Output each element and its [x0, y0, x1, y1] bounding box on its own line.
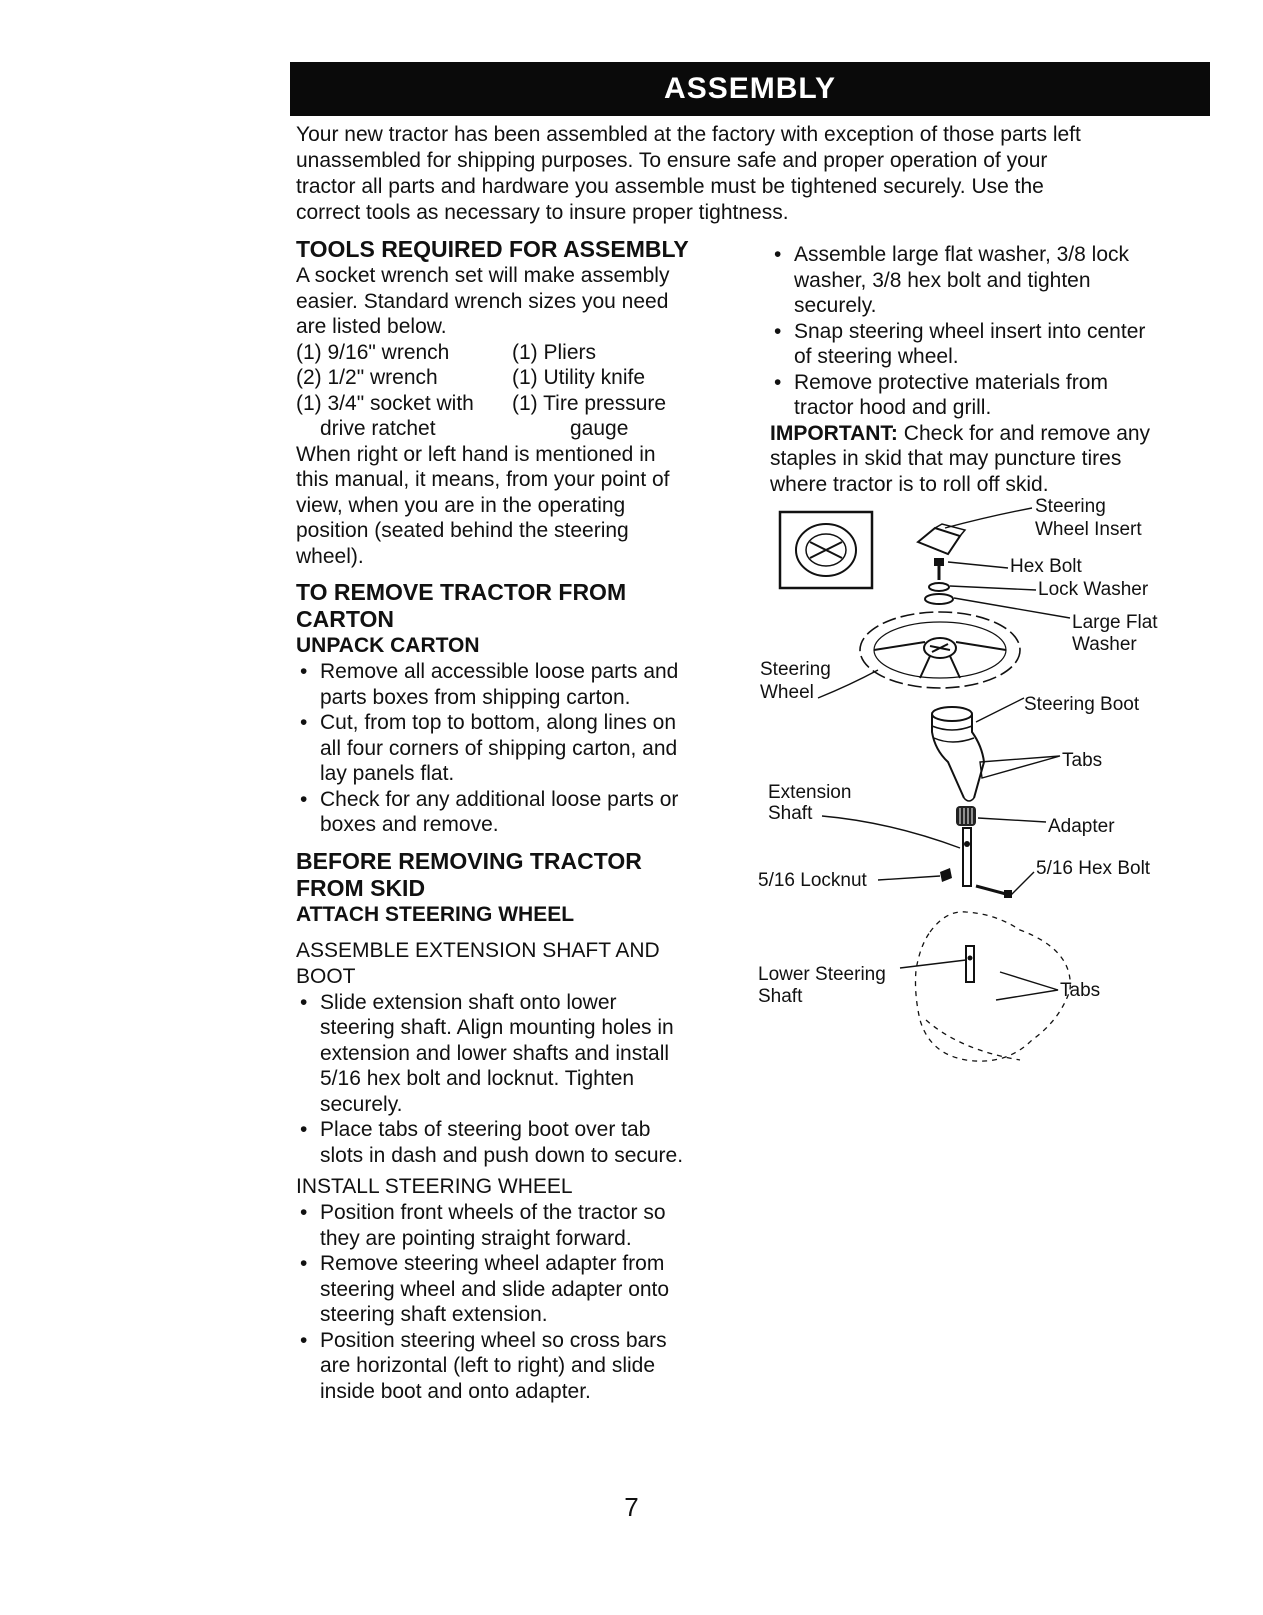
tools-list: (1) 9/16" wrench (1) Pliers (2) 1/2" wrench (1) Utility knife (1) 3/4" socket with (1) Tire pressure drive ratchet gauge	[296, 340, 667, 440]
label-adapter: Adapter	[1048, 816, 1115, 837]
label-steering-wheel: Steering	[760, 659, 831, 680]
label-steering-boot: Steering Boot	[1024, 694, 1140, 715]
hex-bolt-516-icon	[976, 886, 1012, 898]
label-extension-shaft: Extension	[768, 782, 852, 803]
list-item: • Remove protective materials from tractor hood and grill.	[770, 370, 1220, 421]
extension-shaft-icon	[963, 828, 971, 886]
list-item: • Cut, from top to bottom, along lines on all four corners of shipping carton, and lay panels flat.	[296, 710, 746, 787]
steering-assembly-diagram	[758, 496, 1210, 1120]
hand-note: When right or left hand is mentioned in this manual, it means, from your point of view, when you are in the operating position (seated behind the steering wheel).	[296, 442, 670, 568]
extension-steps	[296, 990, 746, 1169]
label-tabs-bottom: Tabs	[1060, 980, 1101, 1001]
intro-paragraph: Your new tractor has been assembled at the factory with exception of those parts left unassembled for shipping purposes. To ensure safe and proper operation of your tractor all parts and hardware you assemble must be tightened securely. Use the correct tools as necessary to insure proper tightness.	[296, 123, 1081, 224]
label-steering-wheel-insert: Steering	[1035, 496, 1106, 517]
left-column	[296, 236, 746, 1404]
page-title: ASSEMBLY	[664, 72, 836, 105]
svg-text:Shaft: Shaft	[768, 803, 813, 824]
attach-wheel-heading: ATTACH STEERING WHEEL	[296, 902, 575, 926]
tools-description: A socket wrench set will make assembly easier. Standard wrench sizes you need are listed below.	[296, 264, 670, 338]
steering-wheel-inset-icon	[780, 512, 872, 588]
steering-boot-icon	[932, 707, 984, 801]
steering-wheel-insert-icon	[918, 524, 965, 554]
list-item: • Position front wheels of the tractor so they are pointing straight forward.	[296, 1200, 746, 1251]
label-hex-bolt-516: 5/16 Hex Bolt	[1036, 858, 1151, 879]
list-item: • Snap steering wheel insert into center of steering wheel.	[770, 319, 1220, 370]
install-steps	[296, 1200, 746, 1404]
lower-steering-shaft-icon	[966, 946, 974, 982]
label-lower-steering-shaft: Lower Steering	[758, 964, 886, 985]
lock-washer-icon	[929, 583, 949, 591]
list-item: • Check for any additional loose parts or boxes and remove.	[296, 787, 746, 838]
steering-wheel-icon	[860, 612, 1020, 688]
label-large-flat-washer: Large Flat	[1072, 612, 1158, 633]
list-item: • Position steering wheel so cross bars are horizontal (left to right) and slide inside boot and onto adapter.	[296, 1328, 746, 1405]
list-item: • Slide extension shaft onto lower steering shaft. Align mounting holes in extension and lower shafts and install 5/16 hex bolt and locknut. Tighten securely.	[296, 990, 746, 1118]
svg-text:Shaft: Shaft	[758, 986, 803, 1007]
svg-text:Wheel Insert: Wheel Insert	[1035, 519, 1142, 540]
svg-text:Washer: Washer	[1072, 634, 1137, 655]
carton-heading: TO REMOVE TRACTOR FROM CARTON	[296, 579, 627, 632]
large-flat-washer-icon	[925, 594, 953, 604]
unpack-heading: UNPACK CARTON	[296, 634, 480, 657]
right-column	[770, 242, 1220, 497]
label-tabs-top: Tabs	[1062, 750, 1103, 771]
install-heading: INSTALL STEERING WHEEL	[296, 1175, 573, 1198]
hex-bolt-icon	[934, 558, 944, 580]
extension-heading: ASSEMBLE EXTENSION SHAFT AND BOOT	[296, 938, 660, 988]
list-item: • Assemble large flat washer, 3/8 lock washer, 3/8 hex bolt and tighten securely.	[770, 242, 1220, 319]
skid-heading: BEFORE REMOVING TRACTOR FROM SKID	[296, 847, 642, 901]
list-item: • Remove steering wheel adapter from steering wheel and slide adapter onto steering shaft extension.	[296, 1251, 746, 1328]
label-lock-washer: Lock Washer	[1038, 579, 1149, 600]
list-item: • Remove all accessible loose parts and parts boxes from shipping carton.	[296, 659, 746, 710]
list-item: • Place tabs of steering boot over tab slots in dash and push down to secure.	[296, 1117, 746, 1168]
tools-heading: TOOLS REQUIRED FOR ASSEMBLY	[296, 236, 689, 262]
unpack-steps	[296, 659, 746, 838]
label-hex-bolt: Hex Bolt	[1010, 556, 1082, 577]
svg-text:Wheel: Wheel	[760, 682, 814, 703]
section-banner	[290, 62, 1210, 116]
label-locknut-516: 5/16 Locknut	[758, 870, 867, 891]
locknut-icon	[940, 868, 952, 882]
wheel-steps	[770, 242, 1220, 421]
adapter-icon	[956, 806, 976, 826]
important-note: IMPORTANT: Check for and remove any staples in skid that may puncture tires where tractor is to roll off skid.	[770, 421, 1151, 496]
page-number: 7	[624, 1492, 639, 1522]
